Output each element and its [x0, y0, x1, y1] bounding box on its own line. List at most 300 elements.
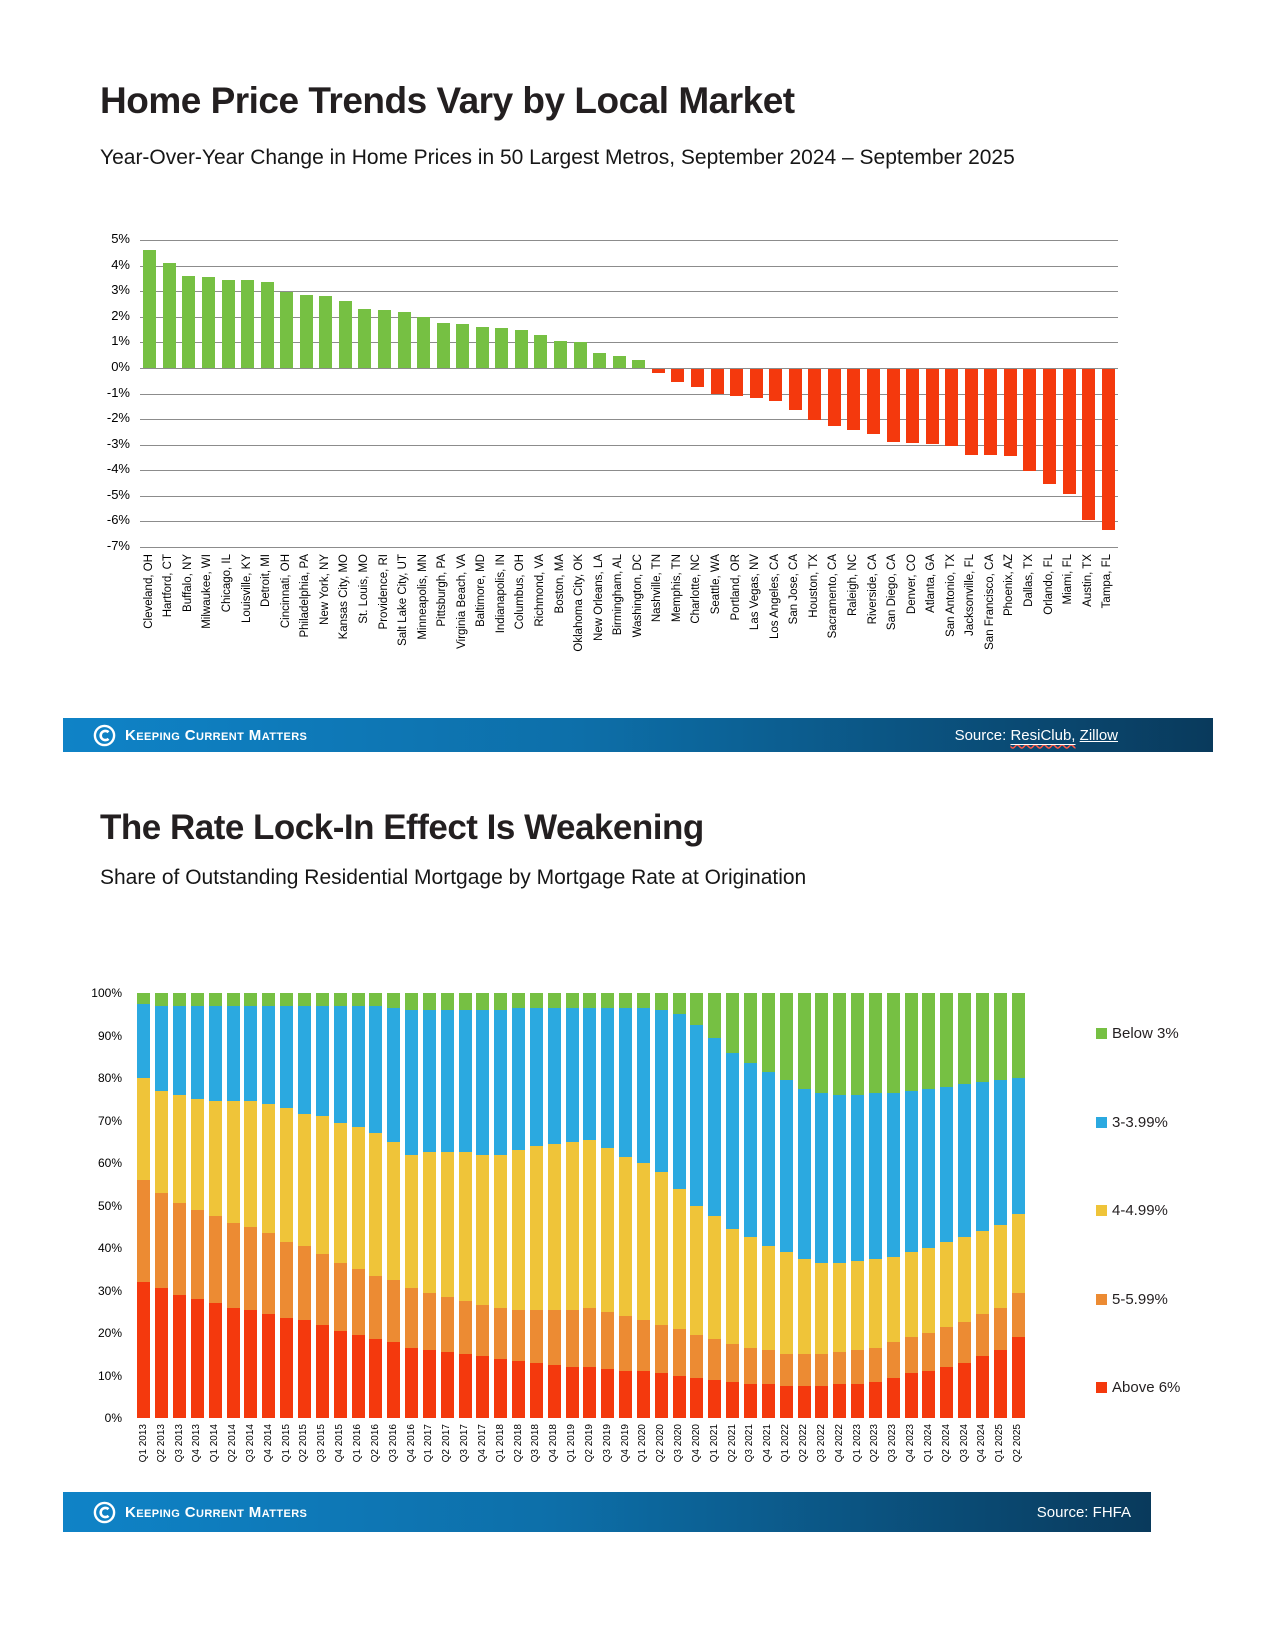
x-axis-label-portland-or: Portland, OR — [729, 554, 742, 621]
segment-below-3-q4-2015 — [334, 993, 347, 1006]
y-axis-tick-label: 3% — [111, 282, 130, 298]
chart1-subtitle: Year-Over-Year Change in Home Prices in 50 Largest Metros, September 2024 – September 2025 — [100, 146, 1015, 169]
segment-4-4-99-q3-2019 — [601, 1148, 614, 1312]
bar-detroit-mi — [261, 282, 274, 368]
segment-3-3-99-q4-2018 — [548, 1008, 561, 1144]
bar-denver-co — [906, 369, 919, 443]
bar-portland-or — [730, 369, 743, 396]
segment-below-3-q1-2025 — [994, 993, 1007, 1080]
y-axis-tick-label: 5% — [111, 231, 130, 246]
bar-virginia-beach-va — [456, 324, 469, 367]
segment-4-4-99-q2-2016 — [369, 1133, 382, 1275]
segment-3-3-99-q3-2014 — [244, 1006, 257, 1102]
x-axis-label-charlotte-nc: Charlotte, NC — [690, 554, 703, 624]
x-axis-label-q1-2017: Q1 2017 — [423, 1424, 435, 1463]
segment-5-5-99-q2-2021 — [726, 1344, 739, 1382]
y-axis-tick-label: 90% — [97, 1028, 122, 1043]
segment-3-3-99-q2-2014 — [227, 1006, 240, 1102]
x-axis-label-minneapolis-mn: Minneapolis, MN — [416, 554, 429, 640]
x-axis-label-columbus-oh: Columbus, OH — [514, 554, 527, 630]
segment-4-4-99-q4-2015 — [334, 1123, 347, 1263]
y-axis-tick-label: 70% — [97, 1113, 122, 1128]
segment-above-6-q3-2022 — [815, 1386, 828, 1418]
x-axis-label-q4-2014: Q4 2014 — [262, 1424, 274, 1463]
segment-below-3-q1-2017 — [423, 993, 436, 1010]
segment-above-6-q1-2014 — [209, 1303, 222, 1418]
x-axis-label-q4-2024: Q4 2024 — [976, 1424, 988, 1463]
segment-above-6-q4-2020 — [690, 1378, 703, 1418]
segment-3-3-99-q2-2013 — [155, 1006, 168, 1091]
x-axis-label-q3-2021: Q3 2021 — [744, 1424, 756, 1463]
segment-below-3-q3-2020 — [673, 993, 686, 1014]
segment-below-3-q2-2018 — [512, 993, 525, 1008]
segment-5-5-99-q1-2013 — [137, 1180, 150, 1282]
bar-los-angeles-ca — [769, 369, 782, 401]
kcm-footer-bar-1 — [63, 718, 1213, 752]
segment-5-5-99-q3-2021 — [744, 1348, 757, 1384]
segment-4-4-99-q4-2016 — [405, 1155, 418, 1289]
bar-pittsburgh-pa — [437, 323, 450, 368]
segment-4-4-99-q1-2025 — [994, 1225, 1007, 1308]
segment-3-3-99-q1-2021 — [708, 1038, 721, 1217]
bar-raleigh-nc — [847, 369, 860, 430]
segment-above-6-q2-2019 — [583, 1367, 596, 1418]
segment-above-6-q2-2017 — [441, 1352, 454, 1418]
segment-4-4-99-q3-2013 — [173, 1095, 186, 1203]
segment-3-3-99-q1-2014 — [209, 1006, 222, 1102]
segment-4-4-99-q4-2022 — [833, 1263, 846, 1352]
segment-4-4-99-q2-2015 — [298, 1114, 311, 1246]
x-axis-label-q4-2022: Q4 2022 — [833, 1424, 845, 1463]
y-axis-tick-label: -4% — [106, 461, 130, 477]
bar-birmingham-al — [613, 356, 626, 368]
chart1-title: Home Price Trends Vary by Local Market — [100, 80, 795, 121]
segment-above-6-q2-2013 — [155, 1288, 168, 1418]
segment-below-3-q2-2023 — [869, 993, 882, 1093]
x-axis-label-q3-2022: Q3 2022 — [815, 1424, 827, 1463]
chart2-source — [1037, 1504, 1151, 1521]
segment-3-3-99-q3-2024 — [958, 1084, 971, 1237]
segment-4-4-99-q3-2015 — [316, 1116, 329, 1254]
bar-oklahoma-city-ok — [574, 342, 587, 368]
x-axis-label-q1-2024: Q1 2024 — [922, 1424, 934, 1463]
segment-below-3-q2-2015 — [298, 993, 311, 1006]
x-axis-label-q1-2022: Q1 2022 — [780, 1424, 792, 1463]
segment-4-4-99-q3-2018 — [530, 1146, 543, 1310]
segment-above-6-q2-2025 — [1012, 1337, 1025, 1418]
x-axis-label-q3-2024: Q3 2024 — [958, 1424, 970, 1463]
segment-3-3-99-q1-2022 — [780, 1080, 793, 1252]
bar-orlando-fl — [1043, 369, 1056, 484]
segment-below-3-q1-2016 — [352, 993, 365, 1006]
segment-above-6-q3-2013 — [173, 1295, 186, 1418]
segment-above-6-q4-2022 — [833, 1384, 846, 1418]
bar-louisville-ky — [241, 280, 254, 368]
segment-4-4-99-q4-2017 — [476, 1155, 489, 1306]
segment-3-3-99-q4-2016 — [405, 1010, 418, 1155]
y-axis-tick-label: 10% — [97, 1368, 122, 1383]
x-axis-label-q2-2021: Q2 2021 — [726, 1424, 738, 1463]
bar-nashville-tn — [652, 369, 665, 373]
segment-above-6-q1-2015 — [280, 1318, 293, 1418]
segment-4-4-99-q1-2018 — [494, 1155, 507, 1308]
x-axis-label-san-diego-ca: San Diego, CA — [886, 554, 899, 631]
segment-3-3-99-q2-2016 — [369, 1006, 382, 1134]
segment-4-4-99-q4-2019 — [619, 1157, 632, 1316]
segment-4-4-99-q2-2023 — [869, 1259, 882, 1348]
bar-charlotte-nc — [691, 369, 704, 387]
segment-below-3-q1-2023 — [851, 993, 864, 1095]
segment-4-4-99-q2-2017 — [441, 1152, 454, 1297]
legend-label: Above 6% — [1112, 1379, 1181, 1396]
segment-above-6-q2-2014 — [227, 1308, 240, 1419]
y-axis-tick-label: 100% — [91, 986, 122, 1000]
segment-3-3-99-q3-2023 — [887, 1093, 900, 1257]
bar-phoenix-az — [1004, 369, 1017, 456]
segment-above-6-q4-2018 — [548, 1365, 561, 1418]
kcm-logo-icon — [93, 1501, 116, 1524]
segment-5-5-99-q4-2022 — [833, 1352, 846, 1384]
bar-las-vegas-nv — [750, 369, 763, 398]
bar-baltimore-md — [476, 327, 489, 368]
segment-4-4-99-q1-2014 — [209, 1101, 222, 1216]
segment-3-3-99-q1-2013 — [137, 1004, 150, 1078]
segment-4-4-99-q2-2014 — [227, 1101, 240, 1222]
x-axis-label-q4-2018: Q4 2018 — [548, 1424, 560, 1463]
segment-below-3-q2-2019 — [583, 993, 596, 1008]
x-axis-label-tampa-fl: Tampa, FL — [1101, 554, 1114, 609]
3-3-99-swatch-icon — [1096, 1117, 1107, 1128]
segment-below-3-q1-2018 — [494, 993, 507, 1010]
x-axis-label-q2-2015: Q2 2015 — [298, 1424, 310, 1463]
segment-below-3-q1-2020 — [637, 993, 650, 1008]
segment-3-3-99-q2-2017 — [441, 1010, 454, 1152]
segment-4-4-99-q1-2024 — [922, 1248, 935, 1333]
legend-label: 3-3.99% — [1112, 1114, 1168, 1131]
segment-above-6-q1-2023 — [851, 1384, 864, 1418]
segment-above-6-q3-2021 — [744, 1384, 757, 1418]
segment-4-4-99-q1-2015 — [280, 1108, 293, 1242]
x-axis-label-hartford-ct: Hartford, CT — [162, 554, 175, 618]
segment-above-6-q2-2022 — [798, 1386, 811, 1418]
bar-kansas-city-mo — [339, 301, 352, 368]
segment-4-4-99-q2-2019 — [583, 1140, 596, 1308]
legend-label: 5-5.99% — [1112, 1291, 1168, 1308]
segment-5-5-99-q1-2018 — [494, 1308, 507, 1359]
segment-3-3-99-q3-2021 — [744, 1063, 757, 1237]
bar-minneapolis-mn — [417, 317, 430, 368]
segment-below-3-q1-2019 — [566, 993, 579, 1008]
chart1-source — [955, 727, 1213, 744]
segment-above-6-q1-2020 — [637, 1371, 650, 1418]
x-axis-label-memphis-tn: Memphis, TN — [670, 554, 683, 623]
segment-4-4-99-q4-2013 — [191, 1099, 204, 1210]
segment-below-3-q3-2013 — [173, 993, 186, 1006]
x-axis-label-q1-2018: Q1 2018 — [494, 1424, 506, 1463]
segment-5-5-99-q2-2022 — [798, 1354, 811, 1386]
x-axis-label-richmond-va: Richmond, VA — [533, 554, 546, 627]
segment-5-5-99-q3-2023 — [887, 1342, 900, 1378]
bar-san-francisco-ca — [984, 369, 997, 455]
x-axis-label-phoenix-az: Phoenix, AZ — [1003, 554, 1016, 617]
bar-milwaukee-wi — [202, 277, 215, 368]
segment-below-3-q3-2023 — [887, 993, 900, 1093]
segment-3-3-99-q4-2023 — [905, 1091, 918, 1253]
bar-memphis-tn — [671, 369, 684, 382]
x-axis-label-q2-2016: Q2 2016 — [369, 1424, 381, 1463]
x-axis-label-dallas-tx: Dallas, TX — [1022, 554, 1035, 607]
x-axis-label-q3-2016: Q3 2016 — [387, 1424, 399, 1463]
above-6-swatch-icon — [1096, 1382, 1107, 1393]
segment-below-3-q3-2016 — [387, 993, 400, 1008]
kcm-logo-icon — [93, 724, 116, 747]
source-link-zillow[interactable]: Zillow — [1079, 726, 1118, 744]
segment-5-5-99-q4-2014 — [262, 1233, 275, 1314]
segment-above-6-q3-2020 — [673, 1376, 686, 1419]
home-price-bar-chart — [140, 240, 1118, 547]
bar-sacramento-ca — [828, 369, 841, 427]
x-axis-label-kansas-city-mo: Kansas City, MO — [338, 554, 351, 640]
segment-5-5-99-q1-2016 — [352, 1269, 365, 1335]
segment-below-3-q4-2018 — [548, 993, 561, 1008]
segment-3-3-99-q4-2020 — [690, 1025, 703, 1206]
segment-below-3-q2-2020 — [655, 993, 668, 1010]
x-axis-label-new-york-ny: New York, NY — [318, 554, 331, 625]
x-axis-label-q3-2019: Q3 2019 — [601, 1424, 613, 1463]
segment-above-6-q1-2022 — [780, 1386, 793, 1418]
segment-4-4-99-q2-2020 — [655, 1172, 668, 1325]
legend-label: 4-4.99% — [1112, 1202, 1168, 1219]
segment-above-6-q2-2021 — [726, 1382, 739, 1418]
bar-san-antonio-tx — [945, 369, 958, 446]
segment-below-3-q4-2024 — [976, 993, 989, 1082]
legend-item-above-6 — [1096, 1379, 1180, 1396]
segment-4-4-99-q3-2024 — [958, 1237, 971, 1322]
segment-below-3-q4-2023 — [905, 993, 918, 1091]
segment-5-5-99-q2-2016 — [369, 1276, 382, 1340]
kcm-brand-text: Keeping Current Matters — [125, 726, 308, 744]
segment-3-3-99-q1-2016 — [352, 1006, 365, 1127]
segment-4-4-99-q1-2019 — [566, 1142, 579, 1310]
bar-dallas-tx — [1023, 369, 1036, 471]
segment-above-6-q4-2023 — [905, 1373, 918, 1418]
segment-5-5-99-q1-2020 — [637, 1320, 650, 1371]
bar-atlanta-ga — [926, 369, 939, 444]
x-axis-label-detroit-mi: Detroit, MI — [260, 554, 273, 608]
segment-above-6-q2-2023 — [869, 1382, 882, 1418]
segment-4-4-99-q3-2016 — [387, 1142, 400, 1280]
bar-philadelphia-pa — [300, 295, 313, 368]
segment-5-5-99-q1-2023 — [851, 1350, 864, 1384]
segment-3-3-99-q1-2017 — [423, 1010, 436, 1152]
segment-3-3-99-q4-2013 — [191, 1006, 204, 1100]
segment-5-5-99-q4-2021 — [762, 1350, 775, 1384]
segment-5-5-99-q2-2023 — [869, 1348, 882, 1382]
segment-5-5-99-q2-2018 — [512, 1310, 525, 1361]
x-axis-label-las-vegas-nv: Las Vegas, NV — [749, 554, 762, 631]
segment-above-6-q1-2018 — [494, 1359, 507, 1419]
segment-4-4-99-q4-2014 — [262, 1104, 275, 1234]
x-axis-label-miami-fl: Miami, FL — [1062, 554, 1075, 605]
segment-below-3-q4-2020 — [690, 993, 703, 1025]
segment-4-4-99-q2-2025 — [1012, 1214, 1025, 1293]
segment-3-3-99-q1-2024 — [922, 1089, 935, 1248]
segment-below-3-q1-2022 — [780, 993, 793, 1080]
x-axis-label-q1-2014: Q1 2014 — [209, 1424, 221, 1463]
y-axis-tick-label: 20% — [97, 1326, 122, 1340]
segment-3-3-99-q2-2022 — [798, 1089, 811, 1259]
segment-3-3-99-q1-2025 — [994, 1080, 1007, 1225]
segment-3-3-99-q1-2023 — [851, 1095, 864, 1261]
segment-below-3-q2-2017 — [441, 993, 454, 1010]
segment-above-6-q1-2021 — [708, 1380, 721, 1418]
bar-salt-lake-city-ut — [398, 312, 411, 368]
bar-new-orleans-la — [593, 353, 606, 368]
y-axis-tick-label: 80% — [97, 1071, 122, 1085]
segment-3-3-99-q1-2018 — [494, 1010, 507, 1155]
segment-3-3-99-q4-2014 — [262, 1006, 275, 1104]
x-axis-label-atlanta-ga: Atlanta, GA — [925, 554, 938, 613]
segment-5-5-99-q2-2015 — [298, 1246, 311, 1320]
x-axis-label-q2-2024: Q2 2024 — [940, 1424, 952, 1463]
segment-above-6-q1-2025 — [994, 1350, 1007, 1418]
bar-new-york-ny — [319, 296, 332, 368]
segment-above-6-q3-2024 — [958, 1363, 971, 1418]
bar-hartford-ct — [163, 263, 176, 368]
segment-3-3-99-q4-2021 — [762, 1072, 775, 1246]
segment-5-5-99-q1-2017 — [423, 1293, 436, 1350]
y-axis-tick-label: -1% — [106, 384, 130, 400]
segment-4-4-99-q4-2018 — [548, 1144, 561, 1310]
x-axis-label-q2-2018: Q2 2018 — [512, 1424, 524, 1463]
segment-3-3-99-q4-2024 — [976, 1082, 989, 1231]
segment-above-6-q3-2014 — [244, 1310, 257, 1418]
segment-4-4-99-q3-2017 — [459, 1152, 472, 1301]
x-axis-label-q2-2017: Q2 2017 — [441, 1424, 453, 1463]
y-axis-tick-label: 30% — [97, 1283, 122, 1298]
x-axis-label-houston-tx: Houston, TX — [807, 554, 820, 618]
x-axis-label-q4-2013: Q4 2013 — [191, 1424, 203, 1463]
segment-4-4-99-q2-2018 — [512, 1150, 525, 1309]
segment-below-3-q3-2017 — [459, 993, 472, 1010]
x-axis-label-denver-co: Denver, CO — [905, 554, 918, 615]
below-3-swatch-icon — [1096, 1028, 1107, 1039]
x-axis-label-san-francisco-ca: San Francisco, CA — [983, 554, 996, 650]
rate-lock-stacked-chart — [135, 993, 1027, 1418]
x-axis-label-q4-2017: Q4 2017 — [476, 1424, 488, 1463]
bar-providence-ri — [378, 310, 391, 368]
bar-indianapolis-in — [495, 328, 508, 368]
segment-3-3-99-q4-2015 — [334, 1006, 347, 1123]
x-axis-label-q3-2018: Q3 2018 — [530, 1424, 542, 1463]
source-link-resiclub[interactable]: ResiClub, — [1010, 726, 1076, 744]
segment-above-6-q4-2021 — [762, 1384, 775, 1418]
bar-tampa-fl — [1102, 369, 1115, 530]
segment-5-5-99-q1-2015 — [280, 1242, 293, 1319]
segment-5-5-99-q3-2020 — [673, 1329, 686, 1376]
bar-austin-tx — [1082, 369, 1095, 520]
segment-4-4-99-q1-2017 — [423, 1152, 436, 1292]
bar-houston-tx — [808, 369, 821, 420]
x-axis-label-nashville-tn: Nashville, TN — [651, 554, 664, 623]
x-axis-label-seattle-wa: Seattle, WA — [710, 554, 723, 615]
y-axis-tick-label: -5% — [106, 486, 130, 502]
x-axis-label-san-jose-ca: San Jose, CA — [788, 554, 801, 625]
bar-seattle-wa — [711, 369, 724, 395]
y-axis-tick-label: 0% — [111, 358, 130, 374]
segment-below-3-q2-2014 — [227, 993, 240, 1006]
segment-5-5-99-q3-2024 — [958, 1322, 971, 1362]
segment-3-3-99-q2-2020 — [655, 1010, 668, 1172]
segment-below-3-q4-2022 — [833, 993, 846, 1095]
segment-5-5-99-q3-2016 — [387, 1280, 400, 1342]
segment-above-6-q4-2014 — [262, 1314, 275, 1418]
segment-3-3-99-q2-2021 — [726, 1053, 739, 1229]
segment-3-3-99-q3-2018 — [530, 1008, 543, 1146]
x-axis-label-q4-2015: Q4 2015 — [334, 1424, 346, 1463]
segment-4-4-99-q3-2020 — [673, 1189, 686, 1329]
source-text-fhfa: FHFA — [1092, 1503, 1131, 1521]
bar-st-louis-mo — [358, 309, 371, 368]
segment-5-5-99-q1-2024 — [922, 1333, 935, 1371]
segment-above-6-q2-2015 — [298, 1320, 311, 1418]
segment-3-3-99-q3-2020 — [673, 1014, 686, 1188]
segment-above-6-q3-2023 — [887, 1378, 900, 1418]
x-axis-label-orlando-fl: Orlando, FL — [1042, 554, 1055, 615]
segment-4-4-99-q3-2023 — [887, 1257, 900, 1342]
segment-3-3-99-q3-2013 — [173, 1006, 186, 1095]
segment-4-4-99-q3-2014 — [244, 1101, 257, 1226]
segment-4-4-99-q2-2024 — [940, 1242, 953, 1327]
x-axis-label-boston-ma: Boston, MA — [553, 554, 566, 614]
segment-4-4-99-q3-2022 — [815, 1263, 828, 1354]
segment-above-6-q3-2017 — [459, 1354, 472, 1418]
x-axis-label-q4-2016: Q4 2016 — [405, 1424, 417, 1463]
x-axis-label-cincinnati-oh: Cincinnati, OH — [279, 554, 292, 629]
legend-item-3-3-99 — [1096, 1114, 1168, 1131]
segment-below-3-q3-2021 — [744, 993, 757, 1063]
bar-washington-dc — [632, 360, 645, 368]
bar-riverside-ca — [867, 369, 880, 434]
segment-4-4-99-q4-2024 — [976, 1231, 989, 1314]
x-axis-label-q2-2019: Q2 2019 — [583, 1424, 595, 1463]
kcm-brand-text: Keeping Current Matters — [125, 1503, 308, 1521]
segment-above-6-q4-2013 — [191, 1299, 204, 1418]
x-axis-label-pittsburgh-pa: Pittsburgh, PA — [436, 554, 449, 627]
legend-item-4-4-99 — [1096, 1202, 1168, 1219]
x-axis-label-q1-2016: Q1 2016 — [352, 1424, 363, 1463]
x-axis-label-jacksonville-fl: Jacksonville, FL — [964, 554, 977, 636]
segment-3-3-99-q3-2017 — [459, 1010, 472, 1152]
segment-5-5-99-q4-2013 — [191, 1210, 204, 1299]
segment-5-5-99-q3-2017 — [459, 1301, 472, 1354]
bar-san-diego-ca — [887, 369, 900, 442]
segment-below-3-q4-2019 — [619, 993, 632, 1008]
segment-3-3-99-q2-2018 — [512, 1008, 525, 1150]
segment-3-3-99-q2-2015 — [298, 1006, 311, 1114]
segment-above-6-q1-2019 — [566, 1367, 579, 1418]
x-axis-label-providence-ri: Providence, RI — [377, 554, 390, 630]
segment-above-6-q1-2024 — [922, 1371, 935, 1418]
x-axis-label-philadelphia-pa: Philadelphia, PA — [299, 554, 312, 638]
segment-below-3-q2-2024 — [940, 993, 953, 1087]
segment-3-3-99-q4-2017 — [476, 1010, 489, 1155]
segment-5-5-99-q4-2020 — [690, 1335, 703, 1378]
x-axis-label-q4-2019: Q4 2019 — [619, 1424, 631, 1463]
bar-buffalo-ny — [182, 276, 195, 368]
segment-5-5-99-q2-2014 — [227, 1223, 240, 1308]
bar-miami-fl — [1063, 369, 1076, 494]
